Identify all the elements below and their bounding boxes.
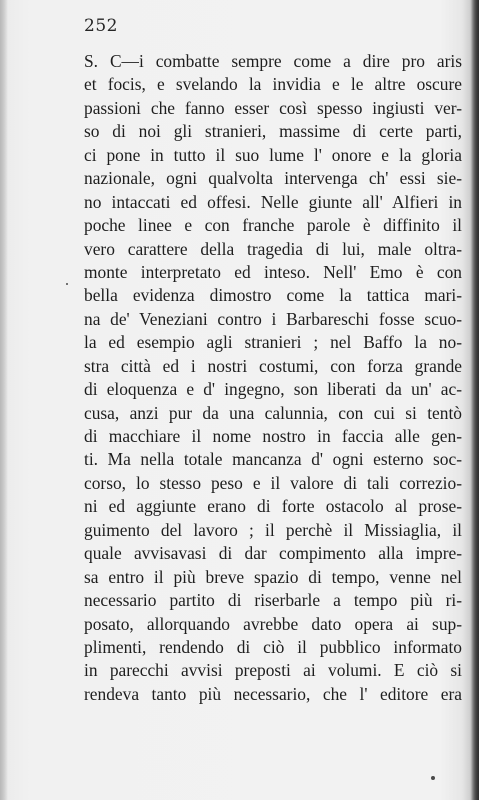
text-line: stra città ed i nostri costumi, con forza grande xyxy=(84,355,462,376)
text-line: corso, lo stesso peso e il valore di tali correzio- xyxy=(84,472,462,493)
text-line: necessario partito di riserbarle a tempo più ri- xyxy=(84,590,462,611)
text-line: ni ed aggiunte erano di forte ostacolo al prose- xyxy=(84,496,462,517)
text-line: di eloquenza e d' ingegno, son liberati da un' ac- xyxy=(84,379,462,400)
text-line: rendeva tanto più necessario, che l' editore era xyxy=(84,683,462,704)
text-line: cusa, anzi pur da una calunnia, con cui si tentò xyxy=(84,402,462,423)
text-line: la ed esempio agli stranieri ; nel Baffo la no- xyxy=(84,332,462,353)
text-line: nazionale, ogni qualvolta intervenga ch' essi sie- xyxy=(84,168,462,189)
text-line: S. C—i combatte sempre come a dire pro aris xyxy=(84,51,462,71)
page-left-edge xyxy=(0,0,8,800)
text-line: so di noi gli stranieri, massime di certe parti, xyxy=(84,121,462,142)
text-line: posato, allorquando avrebbe dato opera ai sup- xyxy=(84,613,462,634)
text-line: di macchiare il nome nostro in faccia alle gen- xyxy=(84,426,462,446)
text-line: vero carattere della tragedia di lui, male oltra- xyxy=(84,238,462,259)
text-line: plimenti, rendendo di ciò il pubblico informato xyxy=(84,636,462,657)
text-line: monte interpretato ed inteso. Nell' Emo è con xyxy=(84,261,462,282)
print-speck xyxy=(66,283,68,285)
text-line: ci pone in tutto il suo lume l' onore e la gloria xyxy=(84,144,462,165)
text-line: in parecchi avvisi preposti ai volumi. E ciò si xyxy=(84,660,462,681)
text-line: quale avvisavasi di dar compimento alla impre- xyxy=(84,543,462,564)
text-line: et focis, e svelando la invidia e le altre oscure xyxy=(84,74,462,95)
page-right-edge xyxy=(471,0,479,800)
body-text xyxy=(84,50,462,706)
text-line: sa entro il più breve spazio di tempo, venne nel xyxy=(84,566,462,587)
print-speck xyxy=(431,776,435,780)
text-line: bella evidenza dimostro come la tattica mari- xyxy=(84,285,462,306)
text-line: no intaccati ed offesi. Nelle giunte all' Alfieri in xyxy=(84,191,462,212)
page-number: 252 xyxy=(84,16,118,36)
text-line: na de' Veneziani contro i Barbareschi fosse scuo- xyxy=(84,308,462,329)
text-line: poche linee e con franche parole è diffinito il xyxy=(84,215,462,236)
text-line: passioni che fanno esser così spesso ingiusti ver- xyxy=(84,97,462,118)
text-line: ti. Ma nella totale mancanza d' ogni esterno soc- xyxy=(84,449,462,470)
text-line: guimento del lavoro ; il perchè il Missiaglia, il xyxy=(84,519,462,540)
